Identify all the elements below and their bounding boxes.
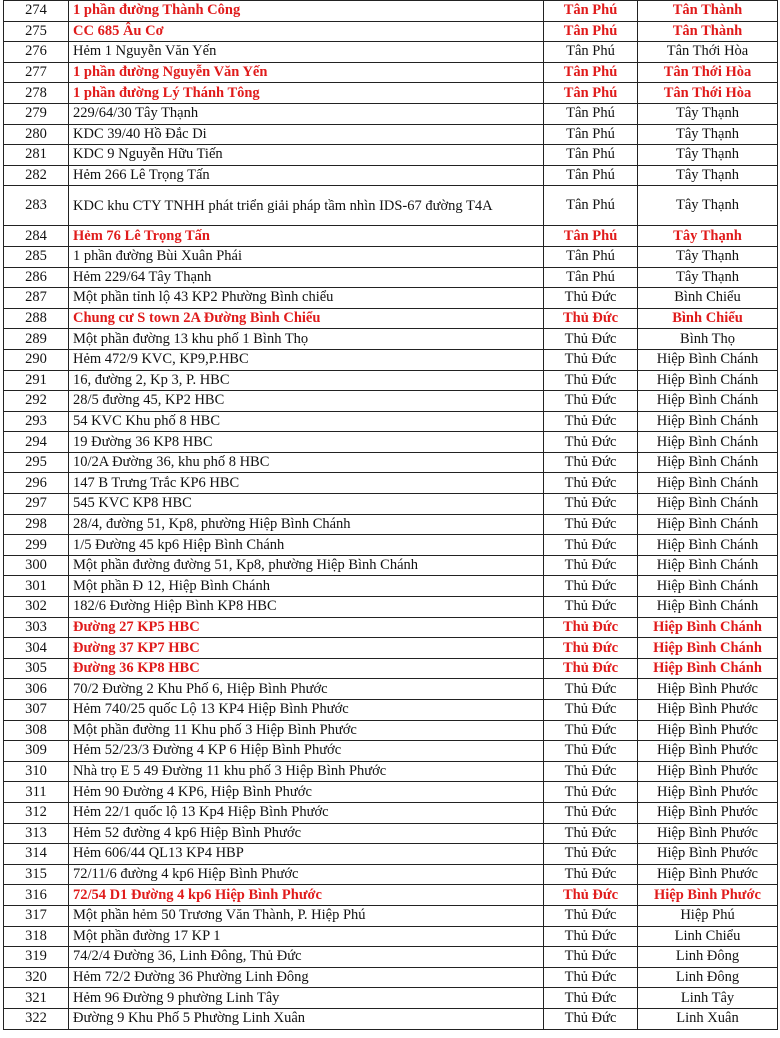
district-cell: Thủ Đức — [544, 1008, 638, 1029]
ward-cell: Hiệp Bình Phước — [638, 823, 778, 844]
table-row — [4, 761, 778, 782]
ward-cell: Hiệp Bình Chánh — [638, 514, 778, 535]
table-row — [4, 741, 778, 762]
row-number-cell: 286 — [4, 267, 69, 288]
address-cell: Chung cư S town 2A Đường Bình Chiểu — [69, 308, 544, 329]
address-cell: KDC khu CTY TNHH phát triển giải pháp tầm nhìn IDS-67 đường T4A — [69, 186, 544, 226]
address-cell: Hẻm 22/1 quốc lộ 13 Kp4 Hiệp Bình Phước — [69, 802, 544, 823]
ward-cell: Hiệp Bình Chánh — [638, 576, 778, 597]
row-number-cell: 322 — [4, 1008, 69, 1029]
address-cell: Hẻm 229/64 Tây Thạnh — [69, 267, 544, 288]
address-cell: 1 phần đường Lý Thánh Tông — [69, 83, 544, 104]
address-cell: Hẻm 740/25 quốc Lộ 13 KP4 Hiệp Bình Phước — [69, 700, 544, 721]
address-cell: KDC 39/40 Hồ Đắc Di — [69, 124, 544, 145]
row-number-cell: 305 — [4, 658, 69, 679]
row-number-cell: 289 — [4, 329, 69, 350]
district-cell: Thủ Đức — [544, 329, 638, 350]
table-row — [4, 186, 778, 226]
ward-cell: Hiệp Bình Chánh — [638, 555, 778, 576]
ward-cell: Tây Thạnh — [638, 226, 778, 247]
row-number-cell: 285 — [4, 246, 69, 267]
row-number-cell: 283 — [4, 186, 69, 226]
ward-cell: Hiệp Bình Chánh — [638, 494, 778, 515]
district-cell: Thủ Đức — [544, 494, 638, 515]
ward-cell: Hiệp Bình Phước — [638, 802, 778, 823]
district-cell: Thủ Đức — [544, 864, 638, 885]
row-number-cell: 288 — [4, 308, 69, 329]
address-cell: 1 phần đường Bùi Xuân Phái — [69, 246, 544, 267]
district-cell: Thủ Đức — [544, 885, 638, 906]
ward-cell: Hiệp Bình Phước — [638, 782, 778, 803]
row-number-cell: 309 — [4, 741, 69, 762]
district-cell: Thủ Đức — [544, 802, 638, 823]
district-cell: Thủ Đức — [544, 432, 638, 453]
table-row — [4, 1, 778, 22]
ward-cell: Hiệp Bình Phước — [638, 741, 778, 762]
table-row — [4, 145, 778, 166]
row-number-cell: 301 — [4, 576, 69, 597]
table-row — [4, 432, 778, 453]
district-cell: Tân Phú — [544, 246, 638, 267]
address-cell: CC 685 Âu Cơ — [69, 21, 544, 42]
ward-cell: Tân Thới Hòa — [638, 42, 778, 63]
row-number-cell: 299 — [4, 535, 69, 556]
table-row — [4, 700, 778, 721]
table-row — [4, 535, 778, 556]
district-cell: Tân Phú — [544, 186, 638, 226]
row-number-cell: 295 — [4, 452, 69, 473]
address-cell: Đường 9 Khu Phố 5 Phường Linh Xuân — [69, 1008, 544, 1029]
district-cell: Thủ Đức — [544, 700, 638, 721]
address-cell: 1 phần đường Nguyễn Văn Yến — [69, 62, 544, 83]
district-cell: Thủ Đức — [544, 947, 638, 968]
table-row — [4, 864, 778, 885]
address-cell: Hẻm 606/44 QL13 KP4 HBP — [69, 844, 544, 865]
address-cell: 72/54 D1 Đường 4 kp6 Hiệp Bình Phước — [69, 885, 544, 906]
district-cell: Thủ Đức — [544, 411, 638, 432]
district-cell: Thủ Đức — [544, 926, 638, 947]
table-body — [4, 1, 778, 1030]
row-number-cell: 307 — [4, 700, 69, 721]
table-row — [4, 411, 778, 432]
district-cell: Thủ Đức — [544, 370, 638, 391]
address-cell: Nhà trọ E 5 49 Đường 11 khu phố 3 Hiệp Bình Phước — [69, 761, 544, 782]
address-cell: Đường 27 KP5 HBC — [69, 617, 544, 638]
ward-cell: Hiệp Bình Phước — [638, 720, 778, 741]
row-number-cell: 306 — [4, 679, 69, 700]
row-number-cell: 304 — [4, 638, 69, 659]
table-row — [4, 720, 778, 741]
table-row — [4, 947, 778, 968]
row-number-cell: 292 — [4, 391, 69, 412]
ward-cell: Bình Thọ — [638, 329, 778, 350]
row-number-cell: 308 — [4, 720, 69, 741]
table-row — [4, 967, 778, 988]
ward-cell: Tân Thới Hòa — [638, 83, 778, 104]
row-number-cell: 276 — [4, 42, 69, 63]
district-cell: Thủ Đức — [544, 967, 638, 988]
row-number-cell: 296 — [4, 473, 69, 494]
table-row — [4, 21, 778, 42]
row-number-cell: 319 — [4, 947, 69, 968]
address-cell: 54 KVC Khu phố 8 HBC — [69, 411, 544, 432]
row-number-cell: 290 — [4, 349, 69, 370]
district-cell: Thủ Đức — [544, 597, 638, 618]
table-row — [4, 802, 778, 823]
table-row — [4, 658, 778, 679]
district-cell: Thủ Đức — [544, 576, 638, 597]
table-row — [4, 42, 778, 63]
row-number-cell: 284 — [4, 226, 69, 247]
ward-cell: Tân Thới Hòa — [638, 62, 778, 83]
address-cell: 72/11/6 đường 4 kp6 Hiệp Bình Phước — [69, 864, 544, 885]
address-cell: 10/2A Đường 36, khu phố 8 HBC — [69, 452, 544, 473]
ward-cell: Hiệp Bình Chánh — [638, 535, 778, 556]
address-cell: 147 B Trưng Trắc KP6 HBC — [69, 473, 544, 494]
district-cell: Thủ Đức — [544, 844, 638, 865]
address-cell: Hẻm 76 Lê Trọng Tấn — [69, 226, 544, 247]
ward-cell: Hiệp Bình Chánh — [638, 638, 778, 659]
district-cell: Tân Phú — [544, 145, 638, 166]
row-number-cell: 274 — [4, 1, 69, 22]
row-number-cell: 311 — [4, 782, 69, 803]
ward-cell: Linh Tây — [638, 988, 778, 1009]
district-cell: Tân Phú — [544, 165, 638, 186]
district-cell: Thủ Đức — [544, 452, 638, 473]
row-number-cell: 275 — [4, 21, 69, 42]
district-cell: Thủ Đức — [544, 391, 638, 412]
row-number-cell: 297 — [4, 494, 69, 515]
address-cell: Đường 36 KP8 HBC — [69, 658, 544, 679]
lockdown-area-table — [3, 0, 778, 1030]
row-number-cell: 287 — [4, 288, 69, 309]
ward-cell: Bình Chiểu — [638, 308, 778, 329]
district-cell: Thủ Đức — [544, 782, 638, 803]
address-cell: 28/4, đường 51, Kp8, phường Hiệp Bình Chánh — [69, 514, 544, 535]
table-row — [4, 679, 778, 700]
ward-cell: Linh Xuân — [638, 1008, 778, 1029]
table-row — [4, 308, 778, 329]
district-cell: Thủ Đức — [544, 679, 638, 700]
table-row — [4, 124, 778, 145]
row-number-cell: 318 — [4, 926, 69, 947]
address-cell: Hẻm 1 Nguyễn Văn Yến — [69, 42, 544, 63]
address-cell: Một phần Đ 12, Hiệp Bình Chánh — [69, 576, 544, 597]
row-number-cell: 279 — [4, 103, 69, 124]
address-cell: Một phần đường 11 Khu phố 3 Hiệp Bình Phước — [69, 720, 544, 741]
table-row — [4, 62, 778, 83]
table-row — [4, 782, 778, 803]
table-row — [4, 370, 778, 391]
row-number-cell: 314 — [4, 844, 69, 865]
district-cell: Tân Phú — [544, 103, 638, 124]
district-cell: Thủ Đức — [544, 473, 638, 494]
table-row — [4, 473, 778, 494]
table-row — [4, 165, 778, 186]
district-cell: Thủ Đức — [544, 741, 638, 762]
address-cell: 1/5 Đường 45 kp6 Hiệp Bình Chánh — [69, 535, 544, 556]
table-row — [4, 226, 778, 247]
row-number-cell: 303 — [4, 617, 69, 638]
ward-cell: Hiệp Bình Phước — [638, 761, 778, 782]
table-row — [4, 349, 778, 370]
row-number-cell: 317 — [4, 905, 69, 926]
district-cell: Tân Phú — [544, 124, 638, 145]
district-cell: Thủ Đức — [544, 555, 638, 576]
ward-cell: Linh Đông — [638, 947, 778, 968]
table-row — [4, 288, 778, 309]
ward-cell: Hiệp Bình Chánh — [638, 597, 778, 618]
table-row — [4, 823, 778, 844]
address-cell: Một phần đường 17 KP 1 — [69, 926, 544, 947]
ward-cell: Tây Thạnh — [638, 165, 778, 186]
row-number-cell: 315 — [4, 864, 69, 885]
district-cell: Tân Phú — [544, 21, 638, 42]
ward-cell: Linh Đông — [638, 967, 778, 988]
district-cell: Thủ Đức — [544, 638, 638, 659]
table-row — [4, 905, 778, 926]
table-row — [4, 576, 778, 597]
row-number-cell: 293 — [4, 411, 69, 432]
table-row — [4, 391, 778, 412]
address-cell: Hẻm 52/23/3 Đường 4 KP 6 Hiệp Bình Phước — [69, 741, 544, 762]
address-cell: Hẻm 90 Đường 4 KP6, Hiệp Bình Phước — [69, 782, 544, 803]
row-number-cell: 312 — [4, 802, 69, 823]
district-cell: Tân Phú — [544, 1, 638, 22]
address-cell: Hẻm 52 đường 4 kp6 Hiệp Bình Phước — [69, 823, 544, 844]
ward-cell: Hiệp Bình Chánh — [638, 473, 778, 494]
address-cell: 229/64/30 Tây Thạnh — [69, 103, 544, 124]
district-cell: Thủ Đức — [544, 761, 638, 782]
address-cell: Hẻm 96 Đường 9 phường Linh Tây — [69, 988, 544, 1009]
ward-cell: Hiệp Bình Phước — [638, 700, 778, 721]
address-cell: Hẻm 266 Lê Trọng Tấn — [69, 165, 544, 186]
district-cell: Thủ Đức — [544, 823, 638, 844]
ward-cell: Hiệp Bình Chánh — [638, 391, 778, 412]
district-cell: Tân Phú — [544, 42, 638, 63]
ward-cell: Hiệp Bình Phước — [638, 679, 778, 700]
row-number-cell: 277 — [4, 62, 69, 83]
address-cell: Hẻm 472/9 KVC, KP9,P.HBC — [69, 349, 544, 370]
address-cell: Một phần đường 13 khu phố 1 Bình Thọ — [69, 329, 544, 350]
table-row — [4, 617, 778, 638]
address-cell: Một phần đường đường 51, Kp8, phường Hiệp Bình Chánh — [69, 555, 544, 576]
table-row — [4, 555, 778, 576]
table-row — [4, 885, 778, 906]
ward-cell: Tây Thạnh — [638, 124, 778, 145]
district-cell: Thủ Đức — [544, 658, 638, 679]
table-row — [4, 452, 778, 473]
ward-cell: Tân Thành — [638, 21, 778, 42]
district-cell: Thủ Đức — [544, 720, 638, 741]
address-cell: Một phần tỉnh lộ 43 KP2 Phường Bình chiểu — [69, 288, 544, 309]
ward-cell: Hiệp Bình Chánh — [638, 452, 778, 473]
ward-cell: Tây Thạnh — [638, 246, 778, 267]
ward-cell: Hiệp Phú — [638, 905, 778, 926]
district-cell: Thủ Đức — [544, 514, 638, 535]
district-cell: Tân Phú — [544, 267, 638, 288]
table-row — [4, 638, 778, 659]
table-row — [4, 988, 778, 1009]
row-number-cell: 282 — [4, 165, 69, 186]
ward-cell: Linh Chiểu — [638, 926, 778, 947]
table-row — [4, 844, 778, 865]
district-cell: Tân Phú — [544, 226, 638, 247]
table-row — [4, 329, 778, 350]
district-cell: Tân Phú — [544, 83, 638, 104]
row-number-cell: 310 — [4, 761, 69, 782]
address-cell: Đường 37 KP7 HBC — [69, 638, 544, 659]
district-cell: Thủ Đức — [544, 617, 638, 638]
address-cell: 19 Đường 36 KP8 HBC — [69, 432, 544, 453]
table-row — [4, 514, 778, 535]
row-number-cell: 300 — [4, 555, 69, 576]
ward-cell: Tân Thành — [638, 1, 778, 22]
address-cell: 74/2/4 Đường 36, Linh Đông, Thủ Đức — [69, 947, 544, 968]
ward-cell: Hiệp Bình Phước — [638, 844, 778, 865]
address-cell: 70/2 Đường 2 Khu Phố 6, Hiệp Bình Phước — [69, 679, 544, 700]
table-row — [4, 246, 778, 267]
table-row — [4, 1008, 778, 1029]
ward-cell: Hiệp Bình Chánh — [638, 432, 778, 453]
district-cell: Thủ Đức — [544, 988, 638, 1009]
ward-cell: Hiệp Bình Chánh — [638, 370, 778, 391]
district-cell: Thủ Đức — [544, 535, 638, 556]
ward-cell: Hiệp Bình Phước — [638, 885, 778, 906]
table-row — [4, 103, 778, 124]
district-cell: Thủ Đức — [544, 349, 638, 370]
address-cell: KDC 9 Nguyễn Hữu Tiến — [69, 145, 544, 166]
row-number-cell: 280 — [4, 124, 69, 145]
row-number-cell: 313 — [4, 823, 69, 844]
table-row — [4, 494, 778, 515]
ward-cell: Hiệp Bình Phước — [638, 864, 778, 885]
row-number-cell: 294 — [4, 432, 69, 453]
ward-cell: Bình Chiểu — [638, 288, 778, 309]
row-number-cell: 321 — [4, 988, 69, 1009]
address-cell: Hẻm 72/2 Đường 36 Phường Linh Đông — [69, 967, 544, 988]
ward-cell: Hiệp Bình Chánh — [638, 411, 778, 432]
address-cell: 1 phần đường Thành Công — [69, 1, 544, 22]
row-number-cell: 278 — [4, 83, 69, 104]
row-number-cell: 298 — [4, 514, 69, 535]
district-cell: Thủ Đức — [544, 288, 638, 309]
ward-cell: Tây Thạnh — [638, 145, 778, 166]
ward-cell: Hiệp Bình Chánh — [638, 349, 778, 370]
table-row — [4, 83, 778, 104]
address-cell: 28/5 đường 45, KP2 HBC — [69, 391, 544, 412]
address-cell: 545 KVC KP8 HBC — [69, 494, 544, 515]
address-cell: Một phần hẻm 50 Trương Văn Thành, P. Hiệp Phú — [69, 905, 544, 926]
ward-cell: Tây Thạnh — [638, 186, 778, 226]
district-cell: Thủ Đức — [544, 308, 638, 329]
ward-cell: Hiệp Bình Chánh — [638, 617, 778, 638]
table-row — [4, 597, 778, 618]
row-number-cell: 316 — [4, 885, 69, 906]
table-row — [4, 267, 778, 288]
row-number-cell: 291 — [4, 370, 69, 391]
row-number-cell: 281 — [4, 145, 69, 166]
ward-cell: Hiệp Bình Chánh — [638, 658, 778, 679]
address-cell: 182/6 Đường Hiệp Bình KP8 HBC — [69, 597, 544, 618]
ward-cell: Tây Thạnh — [638, 267, 778, 288]
row-number-cell: 302 — [4, 597, 69, 618]
row-number-cell: 320 — [4, 967, 69, 988]
district-cell: Thủ Đức — [544, 905, 638, 926]
ward-cell: Tây Thạnh — [638, 103, 778, 124]
district-cell: Tân Phú — [544, 62, 638, 83]
address-cell: 16, đường 2, Kp 3, P. HBC — [69, 370, 544, 391]
table-row — [4, 926, 778, 947]
